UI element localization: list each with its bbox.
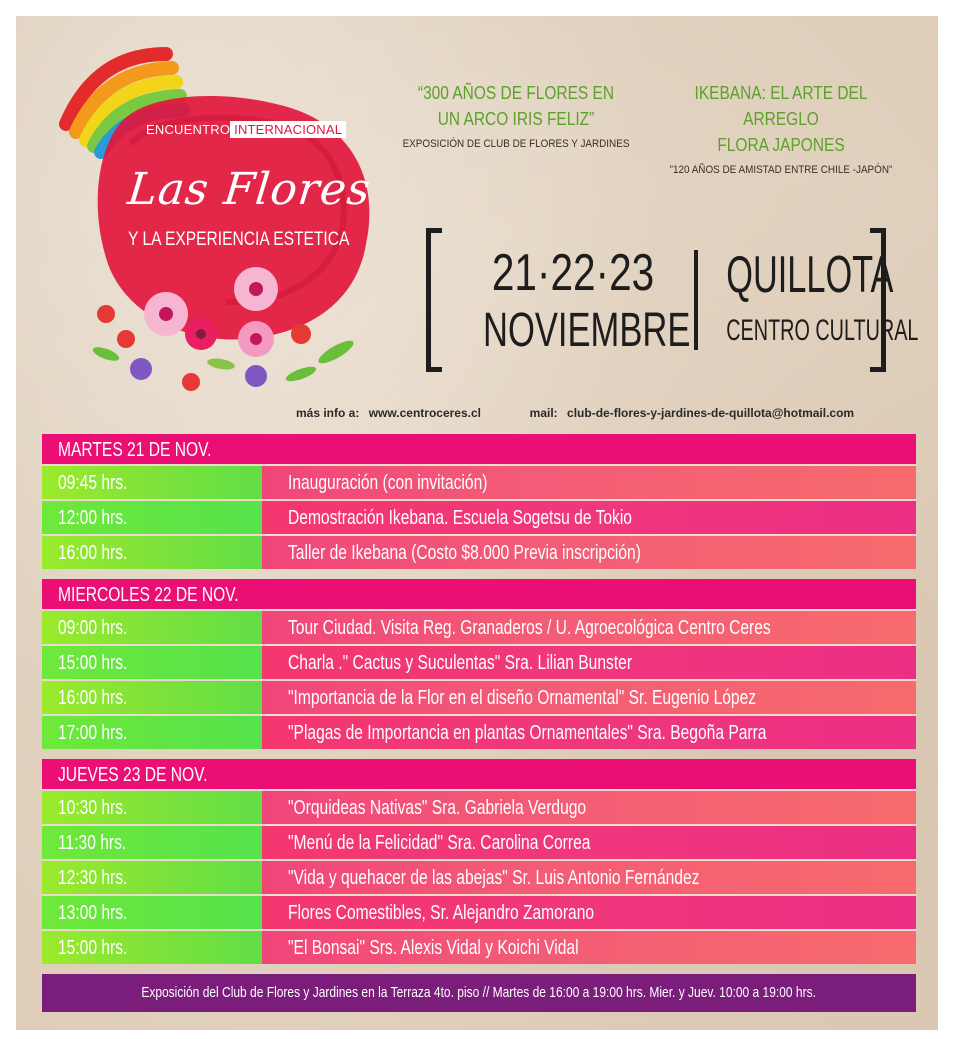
- event-days: 21·22·23: [491, 244, 655, 302]
- row-activity: Tour Ciudad. Visita Reg. Granaderos / U. Agroecológica Centro Ceres: [262, 611, 916, 644]
- row-activity: "Plagas de Importancia en plantas Ornamentales" Sra. Begoña Parra: [262, 716, 916, 749]
- row-time: 09:00 hrs.: [42, 611, 262, 644]
- row-activity: Inauguración (con invitación): [262, 466, 916, 499]
- table-row: [42, 534, 916, 569]
- headline-flowers: [386, 80, 646, 150]
- row-time: 12:00 hrs.: [42, 501, 262, 534]
- headline-ikebana-subtitle: ”120 AÑOS DE AMISTAD ENTRE CHILE -JAPÓN”: [669, 164, 893, 176]
- row-activity: Charla ." Cactus y Suculentas" Sra. Lilian Bunster: [262, 646, 916, 679]
- row-activity: "Importancia de la Flor en el diseño Ornamental" Sr. Eugenio López: [262, 681, 916, 714]
- headline-ikebana: [646, 80, 916, 176]
- event-dates-block: [426, 228, 919, 378]
- logo-subtitle: Y LA EXPERIENCIA ESTETICA: [128, 229, 350, 250]
- row-time: 09:45 hrs.: [42, 466, 262, 499]
- row-activity: "Vida y quehacer de las abejas" Sr. Luis Antonio Fernández: [262, 861, 916, 894]
- row-time: 16:00 hrs.: [42, 681, 262, 714]
- row-activity: "Orquideas Nativas" Sra. Gabriela Verdugo: [262, 791, 916, 824]
- headline-ikebana-line1: IKEBANA: EL ARTE DEL ARREGLO: [694, 83, 868, 129]
- table-row: [42, 499, 916, 534]
- headline-flowers-line1: “300 AÑOS DE FLORES EN: [417, 83, 615, 103]
- row-time: 11:30 hrs.: [42, 826, 262, 859]
- contact-info: [296, 406, 926, 420]
- headline-ikebana-line2: FLORA JAPONES: [717, 135, 845, 155]
- row-time: 17:00 hrs.: [42, 716, 262, 749]
- day-title: MIERCOLES 22 DE NOV.: [58, 584, 239, 606]
- poster: [16, 16, 938, 1030]
- schedule: [42, 434, 916, 1012]
- day-header-miercoles: [42, 579, 916, 609]
- row-activity: Taller de Ikebana (Costo $8.000 Previa inscripción): [262, 536, 916, 569]
- encuentro-text: ENCUENTRO: [146, 122, 231, 137]
- mail-label: mail:: [529, 406, 558, 420]
- event-month: NOVIEMBRE: [483, 304, 691, 357]
- logo-encuentro-label: [146, 122, 386, 137]
- day-title: JUEVES 23 DE NOV.: [58, 764, 208, 786]
- event-venue: CENTRO CULTURAL: [726, 314, 919, 347]
- internacional-badge: INTERNACIONAL: [230, 121, 346, 138]
- dates-divider: [694, 250, 698, 350]
- event-logo: [46, 34, 376, 424]
- footer-text: Exposición del Club de Flores y Jardines en la Terraza 4to. piso // Martes de 16:00 a 19:00 hrs. Mier. y Juev. 10:00 a 19:00 hrs.: [141, 984, 817, 1001]
- table-row: [42, 824, 916, 859]
- exhibition-footer: [42, 974, 916, 1012]
- headline-flowers-subtitle: EXPOSICIÓN DE CLUB DE FLORES Y JARDINES: [402, 138, 630, 150]
- table-row: [42, 609, 916, 644]
- headline-flowers-line2: UN ARCO IRIS FELIZ”: [437, 109, 595, 129]
- website-link[interactable]: www.centroceres.cl: [368, 406, 481, 420]
- day-title: MARTES 21 DE NOV.: [58, 439, 212, 461]
- table-row: [42, 714, 916, 749]
- table-row: [42, 644, 916, 679]
- row-activity: "El Bonsai" Srs. Alexis Vidal y Koichi Vidal: [262, 931, 916, 964]
- event-city: QUILLOTA: [726, 246, 894, 304]
- email-link[interactable]: club-de-flores-y-jardines-de-quillota@hotmail.com: [567, 406, 855, 420]
- logo-title: Las Flores: [125, 164, 374, 215]
- row-time: 15:00 hrs.: [42, 646, 262, 679]
- row-time: 10:30 hrs.: [42, 791, 262, 824]
- table-row: [42, 859, 916, 894]
- row-activity: Flores Comestibles, Sr. Alejandro Zamorano: [262, 896, 916, 929]
- table-row: [42, 789, 916, 824]
- row-activity: Demostración Ikebana. Escuela Sogetsu de Tokio: [262, 501, 916, 534]
- table-row: [42, 894, 916, 929]
- row-time: 15:00 hrs.: [42, 931, 262, 964]
- more-info-label: más info a:: [296, 406, 360, 420]
- table-row: [42, 679, 916, 714]
- day-header-martes: [42, 434, 916, 464]
- row-time: 16:00 hrs.: [42, 536, 262, 569]
- day-header-jueves: [42, 759, 916, 789]
- left-bracket: [426, 228, 442, 372]
- row-activity: "Menú de la Felicidad" Sra. Carolina Correa: [262, 826, 916, 859]
- row-time: 12:30 hrs.: [42, 861, 262, 894]
- table-row: [42, 464, 916, 499]
- row-time: 13:00 hrs.: [42, 896, 262, 929]
- table-row: [42, 929, 916, 964]
